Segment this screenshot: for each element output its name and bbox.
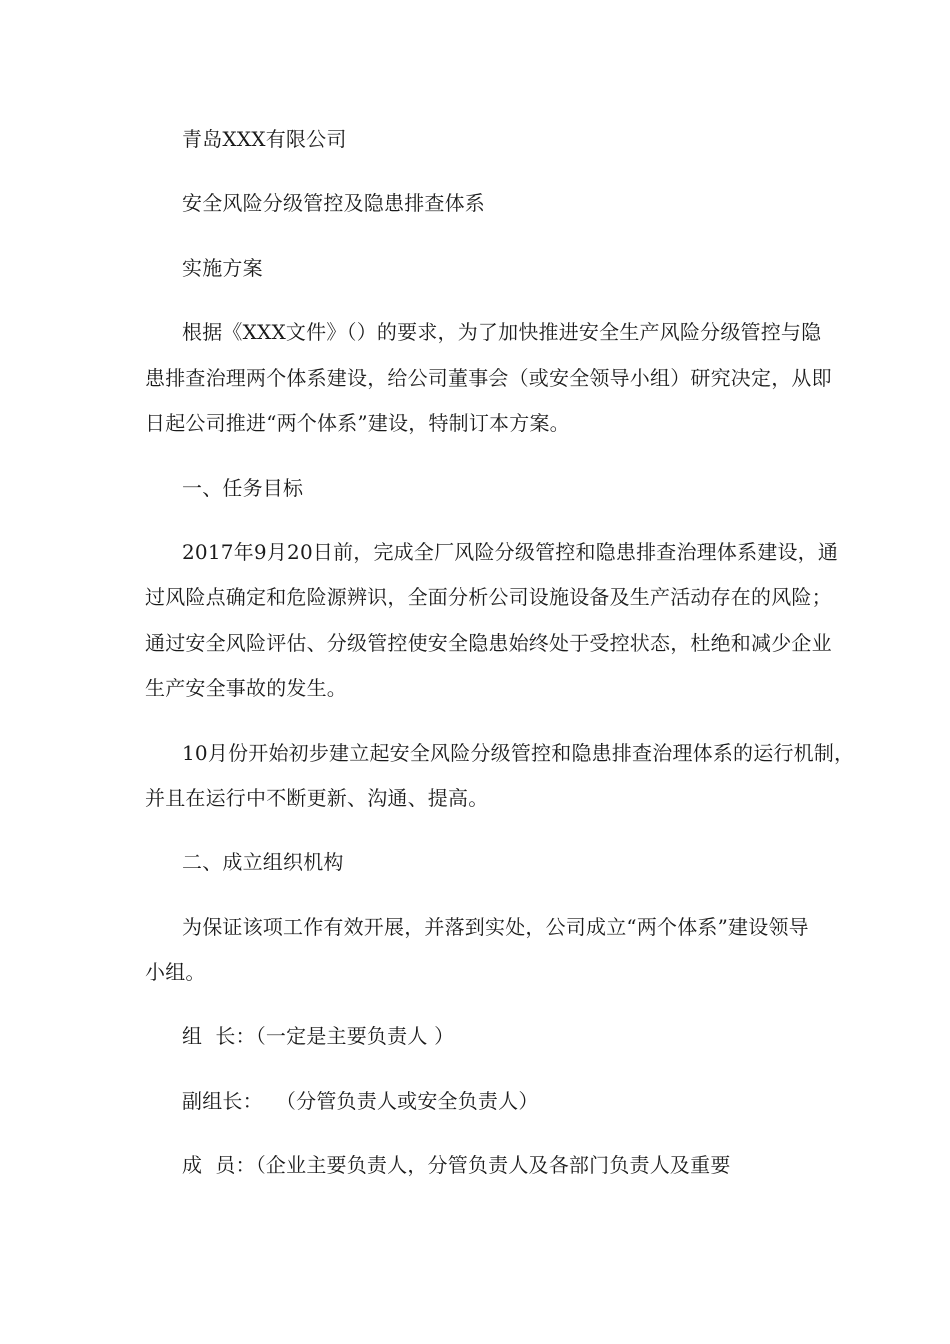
- members-line: 成 员：（企业主要负责人，分管负责人及各部门负责人及重要: [182, 1153, 731, 1177]
- section1-para2-line: 并且在运行中不断更新、沟通、提高。: [145, 786, 489, 810]
- intro-line: 日起公司推进“两个体系”建设，特制订本方案。: [145, 411, 570, 435]
- section1-para1-line: 过风险点确定和危险源辨识，全面分析公司设施设备及生产活动存在的风险；: [145, 585, 832, 609]
- system-title: 安全风险分级管控及隐患排查体系: [182, 191, 485, 215]
- section2-para-line: 小组。: [145, 960, 206, 984]
- section1-para1-line: 生产安全事故的发生。: [145, 676, 347, 700]
- section2-heading: 二、成立组织机构: [182, 850, 344, 874]
- section1-para2-line: 10月份开始初步建立起安全风险分级管控和隐患排查治理体系的运行机制，: [182, 741, 855, 765]
- section1-para1-line: 2017年9月20日前，完成全厂风险分级管控和隐患排查治理体系建设，通: [182, 540, 839, 564]
- section1-heading: 一、任务目标: [182, 476, 304, 500]
- deputy-leader-line: 副组长： （分管负责人或安全负责人）: [182, 1089, 539, 1113]
- section2-para-line: 为保证该项工作有效开展，并落到实处，公司成立“两个体系”建设领导: [182, 915, 809, 939]
- leader-line: 组 长：（一定是主要负责人 ）: [182, 1024, 455, 1048]
- intro-line: 患排查治理两个体系建设，给公司董事会（或安全领导小组）研究决定，从即: [145, 366, 832, 390]
- section1-para1-line: 通过安全风险评估、分级管控使安全隐患始终处于受控状态，杜绝和减少企业: [145, 631, 832, 655]
- company-name: 青岛XXX有限公司: [182, 127, 347, 151]
- intro-line: 根据《XXX文件》（）的要求，为了加快推进安全生产风险分级管控与隐: [182, 320, 822, 344]
- plan-title: 实施方案: [182, 256, 263, 280]
